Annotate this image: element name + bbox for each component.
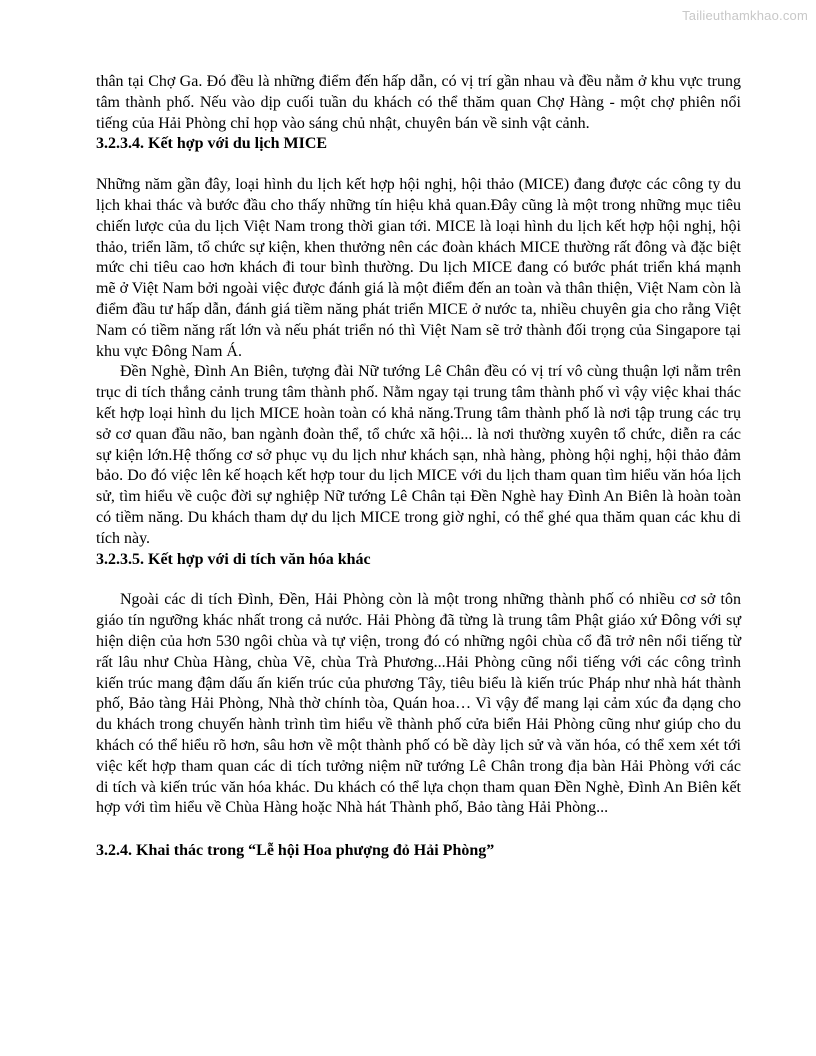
watermark-text: Tailieuthamkhao.com: [682, 8, 808, 23]
heading-3-2-3-4: 3.2.3.4. Kết hợp với du lịch MICE: [96, 135, 328, 153]
paragraph-mice-den-nghe: Đền Nghè, Đình An Biên, tượng đài Nữ tướng Lê Chân đều có vị trí vô cùng thuận lợi nằm trên trục di tích thắng cảnh trung tâm thành phố. Nằm ngay tại trung tâm thành phố vì vậy việc khai thác kết hợp loại hình du lịch MICE hoàn toàn có khả năng.Trung tâm thành phố là nơi tập trung các trụ sở cơ quan đầu não, ban ngành đoàn thể, tổ chức xã hội... là nơi thường xuyên tổ chức, diễn ra các sự kiện lớn.Hệ thống cơ sở phục vụ du lịch như khách sạn, nhà hàng, phòng hội nghị, hội thảo đảm bảo. Do đó việc lên kế hoạch kết hợp tour du lịch MICE với du lịch tham quan tìm hiểu văn hóa lịch sử, tìm hiểu về cuộc đời sự nghiệp Nữ tướng Lê Chân tại Đền Nghè hay Đình An Biên là hoàn toàn có tiềm năng. Du khách tham dự du lịch MICE trong giờ nghỉ, có thể ghé qua thăm quan các khu di tích này.: [96, 363, 741, 547]
document-page: [96, 72, 741, 862]
heading-3-2-3-5: 3.2.3.5. Kết hợp với di tích văn hóa khác: [96, 550, 371, 568]
paragraph-mice-intro: Những năm gần đây, loại hình du lịch kết hợp hội nghị, hội thảo (MICE) đang được các công ty du lịch khai thác và bước đầu cho thấy những tín hiệu khả quan.Đây cũng là một trong những mục tiêu chiến lược của du lịch Việt Nam trong thời gian tới. MICE là loại hình du lịch kết hợp hội nghị, hội thảo, triển lãm, tổ chức sự kiện, khen thưởng nên các đoàn khách MICE thường rất đông và đặc biệt mức chi tiêu cao hơn khách đi tour bình thường. Du lịch MICE đang có bước phát triển khá mạnh mẽ ở Việt Nam bởi ngoài việc được đánh giá là một điểm đến an toàn và thân thiện, Việt Nam còn là điểm đầu tư hấp dẫn, đánh giá tiềm năng phát triển MICE ở nước ta, nhiều chuyên gia cho rằng Việt Nam có tiềm năng rất lớn và nếu phát triển nó thì Việt Nam sẽ trở thành đối trọng của Singapore tại khu vực Đông Nam Á.: [96, 176, 741, 360]
paragraph-di-tich-khac: Ngoài các di tích Đình, Đền, Hải Phòng còn là một trong những thành phố có nhiều cơ sở tôn giáo tín ngưỡng khác nhất trong cả nước. Hải Phòng đã từng là trung tâm Phật giáo xứ Đông với sự hiện diện của hơn 530 ngôi chùa và tự viện, trong đó có những ngôi chùa cổ đã trở nên nổi tiếng từ rất lâu như Chùa Hàng, chùa Vẽ, chùa Trà Phương...Hải Phòng cũng nổi tiếng với các công trình kiến trúc mang đậm dấu ấn kiến trúc của phương Tây, tiêu biểu là kiến trúc Pháp như nhà hát thành phố, Bảo tàng Hải Phòng, Nhà thờ chính tòa, Quán hoa… Vì vậy để mang lại cảm xúc đa dạng cho du khách trong chuyến hành trình tìm hiểu về thành phố cửa biển Hải Phòng cũng như giúp cho du khách có thể hiểu rõ hơn, sâu hơn về một thành phố có bề dày lịch sử và văn hóa, có thể xem xét tới việc kết hợp tham quan các di tích tưởng niệm nữ tướng Lê Chân trong địa bàn Hải Phòng với các di tích và kiến trúc văn hóa khác. Du khách có thể lựa chọn tham quan Đền Nghè, Đình An Biên kết hợp với tìm hiểu về Chùa Hàng hoặc Nhà hát Thành phố, Bảo tàng Hải Phòng...: [96, 591, 741, 817]
paragraph-cho-hang: thân tại Chợ Ga. Đó đều là những điểm đến hấp dẫn, có vị trí gần nhau và đều nằm ở khu vực trung tâm thành phố. Nếu vào dịp cuối tuần du khách có thể thăm quan Chợ Hàng - một chợ phiên nổi tiếng của Hải Phòng chỉ họp vào sáng chủ nhật, chuyên bán về sinh vật cảnh.: [96, 73, 741, 132]
heading-3-2-4: 3.2.4. Khai thác trong “Lễ hội Hoa phượng đỏ Hải Phòng”: [96, 842, 495, 860]
